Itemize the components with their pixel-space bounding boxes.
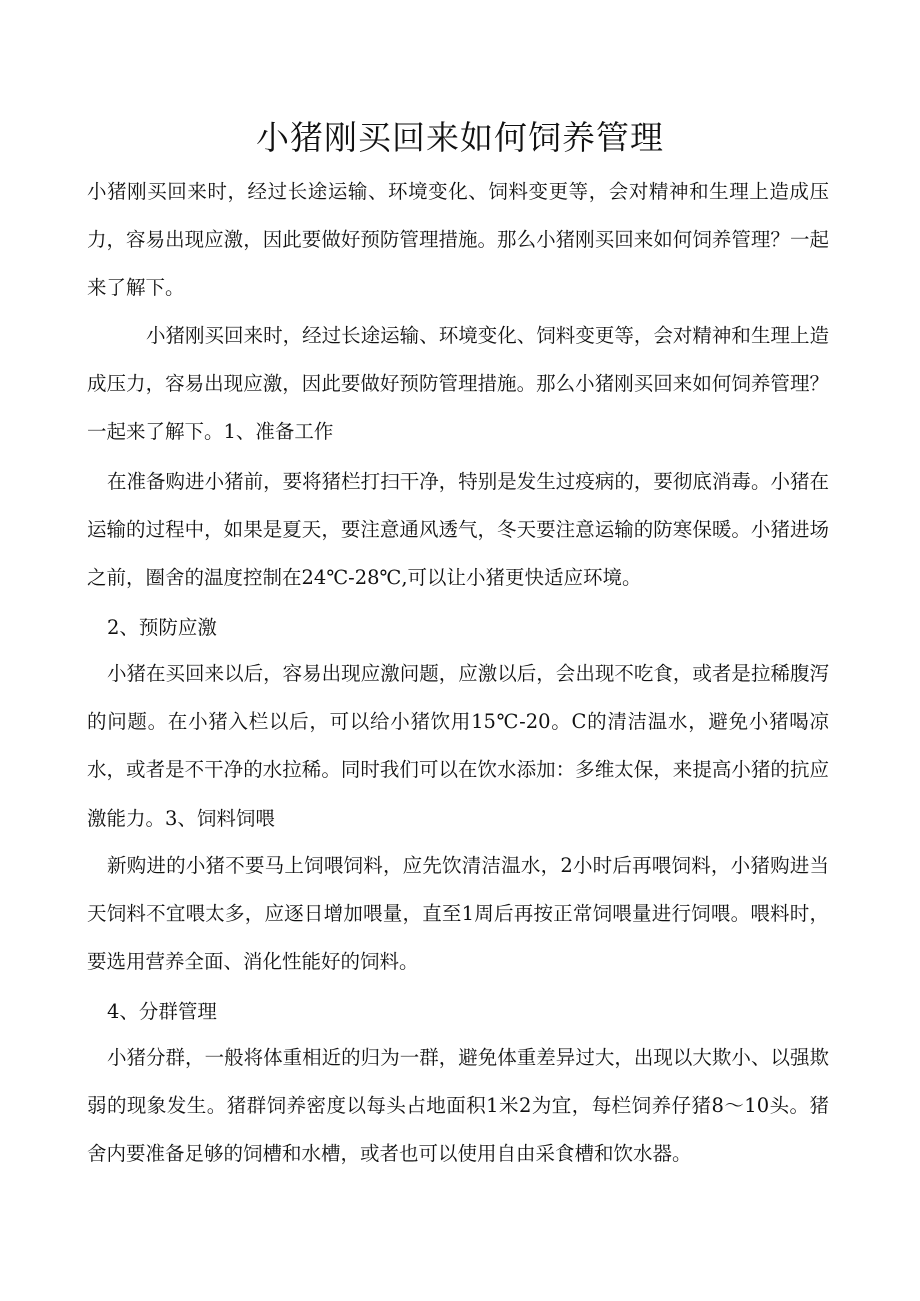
paragraph-group-management-body: 小猪分群，一般将体重相近的归为一群，避免体重差异过大，出现以大欺小、以强欺弱的现象发生。猪群饲养密度以每头占地面积1米2为宜，每栏饲养仔猪8～10头。猪舍内要准备足够的饲槽和水槽，或者也可以使用自由采食槽和饮水器。 (87, 1046, 829, 1166)
paragraph-preparation-body: 在准备购进小猪前，要将猪栏打扫干净，特别是发生过疫病的，要彻底消毒。小猪在运输的过程中，如果是夏天，要注意通风透气，冬天要注意运输的防寒保暖。小猪进场之前，圈舍的温度控制在24℃-28℃,可以让小猪更快适应环境。 (87, 470, 829, 590)
paragraph-prevent-stress-body: 小猪在买回来以后，容易出现应激问题，应激以后，会出现不吃食，或者是拉稀腹泻的问题。在小猪入栏以后，可以给小猪饮用15℃-20。C的清洁温水，避免小猪喝凉水，或者是不干净的水拉稀。同时我们可以在饮水添加：多维太保，来提高小猪的抗应激能力。3、饲料饲喂 (87, 662, 829, 830)
heading-group-management: 4、分群管理 (107, 1000, 217, 1023)
paragraph-feeding-body: 新购进的小猪不要马上饲喂饲料，应先饮清洁温水，2小时后再喂饲料，小猪购进当天饲料不宜喂太多，应逐日增加喂量，直至1周后再按正常饲喂量进行饲喂。喂料时，要选用营养全面、消化性能好的饲料。 (87, 854, 829, 974)
paragraph-preparation: 小猪刚买回来时，经过长途运输、环境变化、饲料变更等，会对精神和生理上造成压力，容易出现应激，因此要做好预防管理措施。那么小猪刚买回来如何饲养管理？一起来了解下。1、准备工作 (87, 324, 829, 444)
heading-prevent-stress: 2、预防应激 (107, 616, 217, 639)
document-title: 小猪刚买回来如何饲养管理 (256, 118, 664, 157)
intro-paragraph: 小猪刚买回来时，经过长途运输、环境变化、饲料变更等，会对精神和生理上造成压力，容易出现应激，因此要做好预防管理措施。那么小猪刚买回来如何饲养管理？一起来了解下。 (87, 180, 829, 300)
